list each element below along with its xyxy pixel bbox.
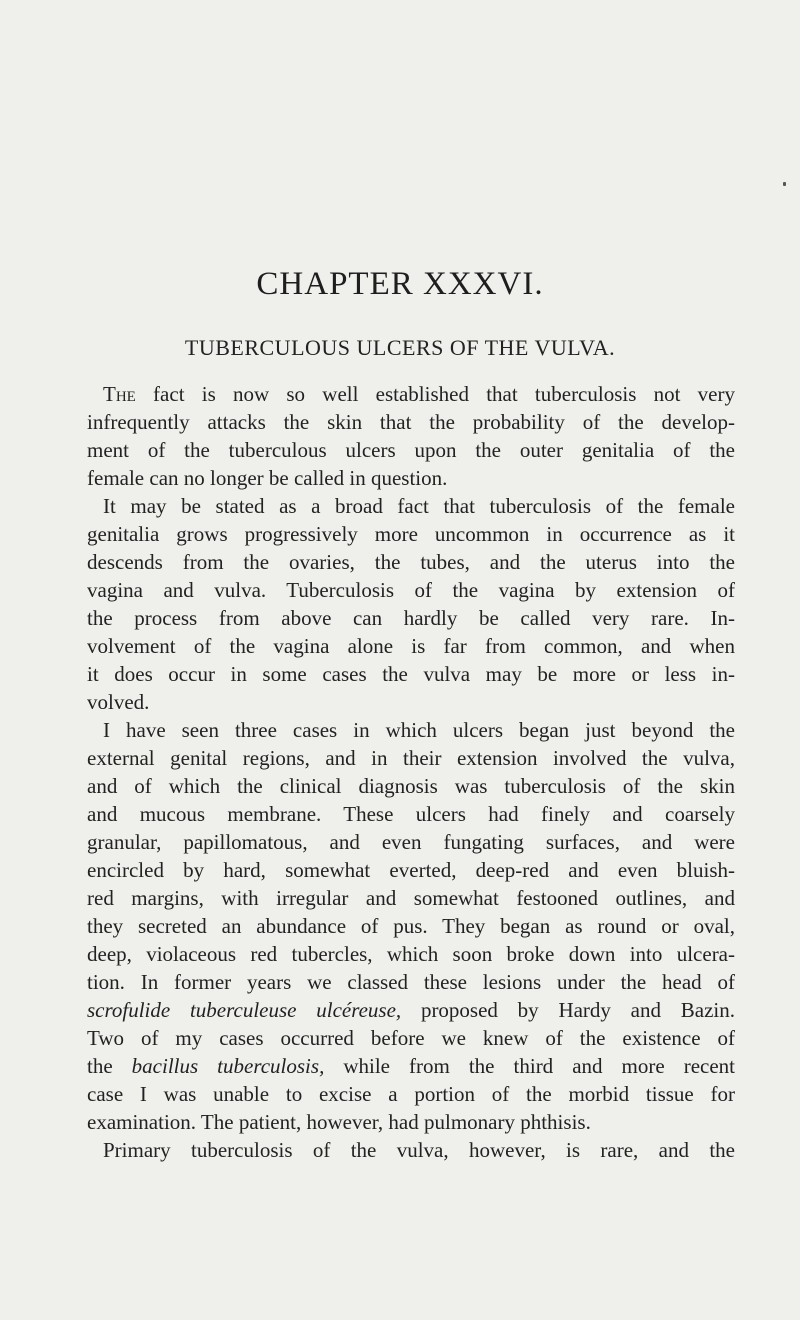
text-line: descends from the ovaries, the tubes, and the uterus into the (87, 550, 735, 574)
text-line: It may be stated as a broad fact that tuberculosis of the female (103, 494, 735, 518)
print-speck (783, 182, 786, 186)
line-text: fact is now so well established that tuberculosis not very (135, 382, 735, 406)
text-line (87, 380, 735, 408)
text-line: volved. (87, 690, 150, 714)
line-text: the (87, 1054, 132, 1078)
text-line (87, 1052, 735, 1080)
text-line: tion. In former years we classed these lesions under the head of (87, 970, 735, 994)
text-line: ment of the tuberculous ulcers upon the outer genitalia of the (87, 438, 735, 462)
text-line: examination. The patient, however, had pulmonary phthisis. (87, 1110, 591, 1134)
text-line: Two of my cases occurred before we knew of the existence of (87, 1026, 735, 1050)
text-line: I have seen three cases in which ulcers began just beyond the (103, 718, 735, 742)
italic-term: scrofulide tuberculeuse ulcéreuse, (87, 998, 402, 1022)
text-line: and mucous membrane. These ulcers had finely and coarsely (87, 802, 735, 826)
text-line: volvement of the vagina alone is far from common, and when (87, 634, 735, 658)
body-text (87, 380, 735, 1164)
text-line: case I was unable to excise a portion of the morbid tissue for (87, 1082, 735, 1106)
text-line: infrequently attacks the skin that the probability of the develop- (87, 410, 735, 434)
text-line: external genital regions, and in their extension involved the vulva, (87, 746, 735, 770)
text-line: female can no longer be called in question. (87, 466, 448, 490)
text-line: encircled by hard, somewhat everted, deep-red and even bluish- (87, 858, 735, 882)
section-title: TUBERCULOUS ULCERS OF THE VULVA. (184, 335, 616, 360)
line-text: while from the third and more recent (324, 1054, 735, 1078)
chapter-title: CHAPTER XXXVI. (256, 266, 544, 302)
text-line: red margins, with irregular and somewhat festooned outlines, and (87, 886, 735, 910)
text-line: and of which the clinical diagnosis was tuberculosis of the skin (87, 774, 735, 798)
text-line: they secreted an abundance of pus. They began as round or oval, (87, 914, 735, 938)
text-line: vagina and vulva. Tuberculosis of the vagina by extension of (87, 578, 735, 602)
text-line: Primary tuberculosis of the vulva, however, is rare, and the (103, 1138, 735, 1162)
lead-word: The (103, 382, 136, 406)
text-line: genitalia grows progressively more uncommon in occurrence as it (87, 522, 735, 546)
line-text: proposed by Hardy and Bazin. (401, 998, 735, 1022)
italic-term: bacillus tuberculosis, (131, 1054, 325, 1078)
text-line: the process from above can hardly be called very rare. In- (87, 606, 735, 630)
text-line: deep, violaceous red tubercles, which soon broke down into ulcera- (87, 942, 735, 966)
text-line (87, 996, 735, 1024)
text-line: it does occur in some cases the vulva may be more or less in- (87, 662, 735, 686)
text-line: granular, papillomatous, and even fungating surfaces, and were (87, 830, 735, 854)
